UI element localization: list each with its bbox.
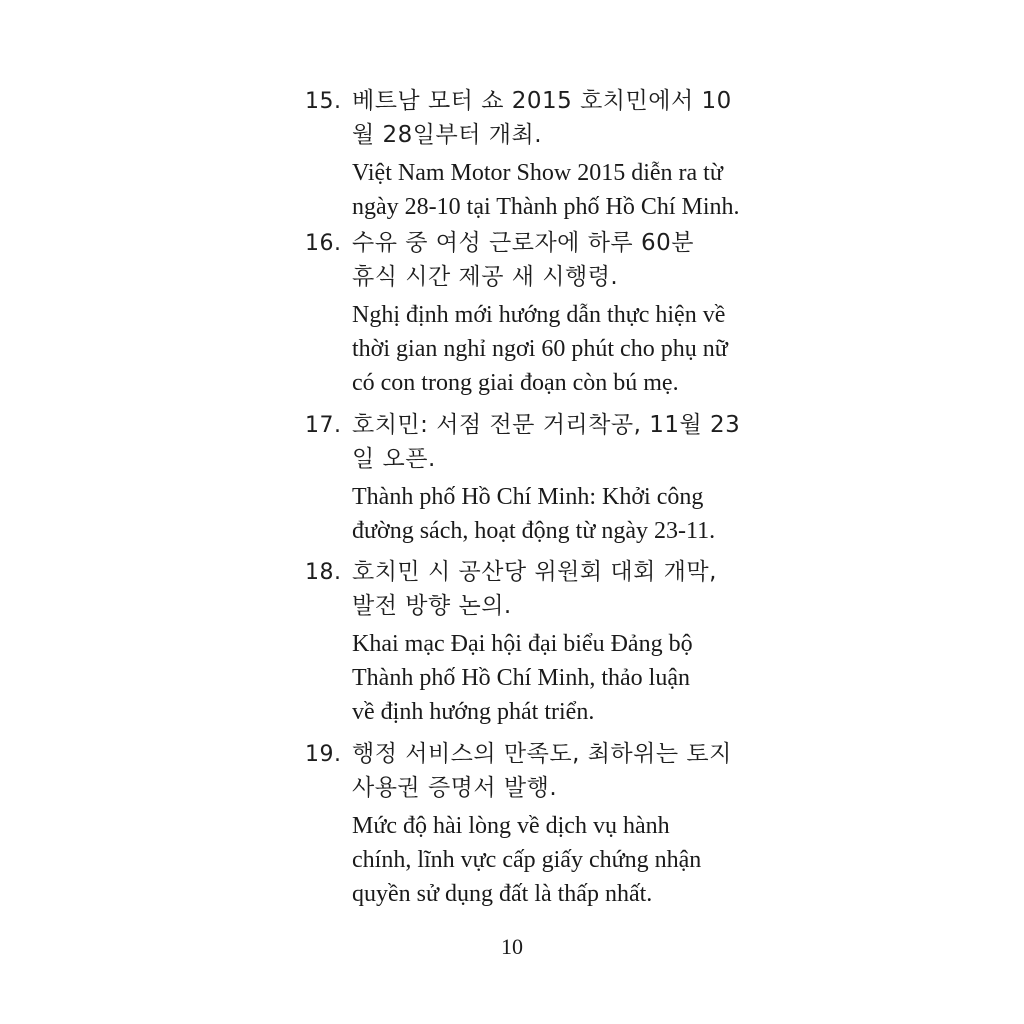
- korean-text: 일 오픈.: [352, 446, 436, 472]
- entry-19: [305, 735, 745, 911]
- korean-line: [305, 406, 745, 440]
- entry-18: [305, 553, 745, 729]
- korean-text: 행정 서비스의 만족도, 최하위는 토지: [352, 741, 732, 767]
- entry-17: [305, 406, 745, 548]
- vietnamese-line: về định hướng phát triển.: [352, 699, 595, 725]
- vietnamese-line: Thành phố Hồ Chí Minh: Khởi công: [352, 484, 704, 510]
- vietnamese-line: chính, lĩnh vực cấp giấy chứng nhận: [352, 847, 702, 873]
- entry-number: 18.: [305, 560, 342, 585]
- korean-text: 호치민 시 공산당 위원회 대회 개막,: [352, 559, 717, 585]
- vietnamese-line: thời gian nghỉ ngơi 60 phút cho phụ nữ: [352, 336, 728, 362]
- vietnamese-line: quyền sử dụng đất là thấp nhất.: [352, 881, 653, 907]
- vietnamese-line: Nghị định mới hướng dẫn thực hiện về: [352, 302, 726, 328]
- vietnamese-line: Khai mạc Đại hội đại biểu Đảng bộ: [352, 631, 693, 657]
- entry-number: 17.: [305, 413, 342, 438]
- vietnamese-line: ngày 28-10 tại Thành phố Hồ Chí Minh.: [352, 194, 740, 220]
- korean-text: 사용권 증명서 발행.: [352, 775, 558, 801]
- korean-line: [305, 553, 745, 587]
- vietnamese-line: Việt Nam Motor Show 2015 diễn ra từ: [352, 160, 723, 186]
- vietnamese-translation: [305, 627, 745, 729]
- vietnamese-translation: [305, 156, 745, 224]
- entry-15: [305, 82, 745, 224]
- page-number: 10: [501, 934, 523, 959]
- korean-text: 호치민: 서점 전문 거리착공, 11월 23: [352, 412, 741, 438]
- vietnamese-translation: [305, 480, 745, 548]
- vietnamese-line: đường sách, hoạt động từ ngày 23-11.: [352, 518, 716, 544]
- korean-text: 베트남 모터 쇼 2015 호치민에서 10: [352, 88, 732, 114]
- vietnamese-line: Thành phố Hồ Chí Minh, thảo luận: [352, 665, 690, 691]
- korean-text: 월 28일부터 개최.: [352, 122, 543, 148]
- entry-number: 19.: [305, 742, 342, 767]
- vietnamese-translation: [305, 809, 745, 911]
- vietnamese-translation: [305, 298, 745, 400]
- korean-text: 수유 중 여성 근로자에 하루 60분: [352, 230, 694, 256]
- korean-line: [305, 82, 745, 116]
- vietnamese-line: có con trong giai đoạn còn bú mẹ.: [352, 370, 679, 396]
- korean-text: 발전 방향 논의.: [352, 593, 512, 619]
- entry-16: [305, 224, 745, 400]
- entry-number: 16.: [305, 231, 342, 256]
- korean-line: [305, 735, 745, 769]
- korean-text: 휴식 시간 제공 새 시행령.: [352, 264, 619, 290]
- vietnamese-line: Mức độ hài lòng về dịch vụ hành: [352, 813, 670, 839]
- korean-line: [305, 224, 745, 258]
- entry-number: 15.: [305, 89, 342, 114]
